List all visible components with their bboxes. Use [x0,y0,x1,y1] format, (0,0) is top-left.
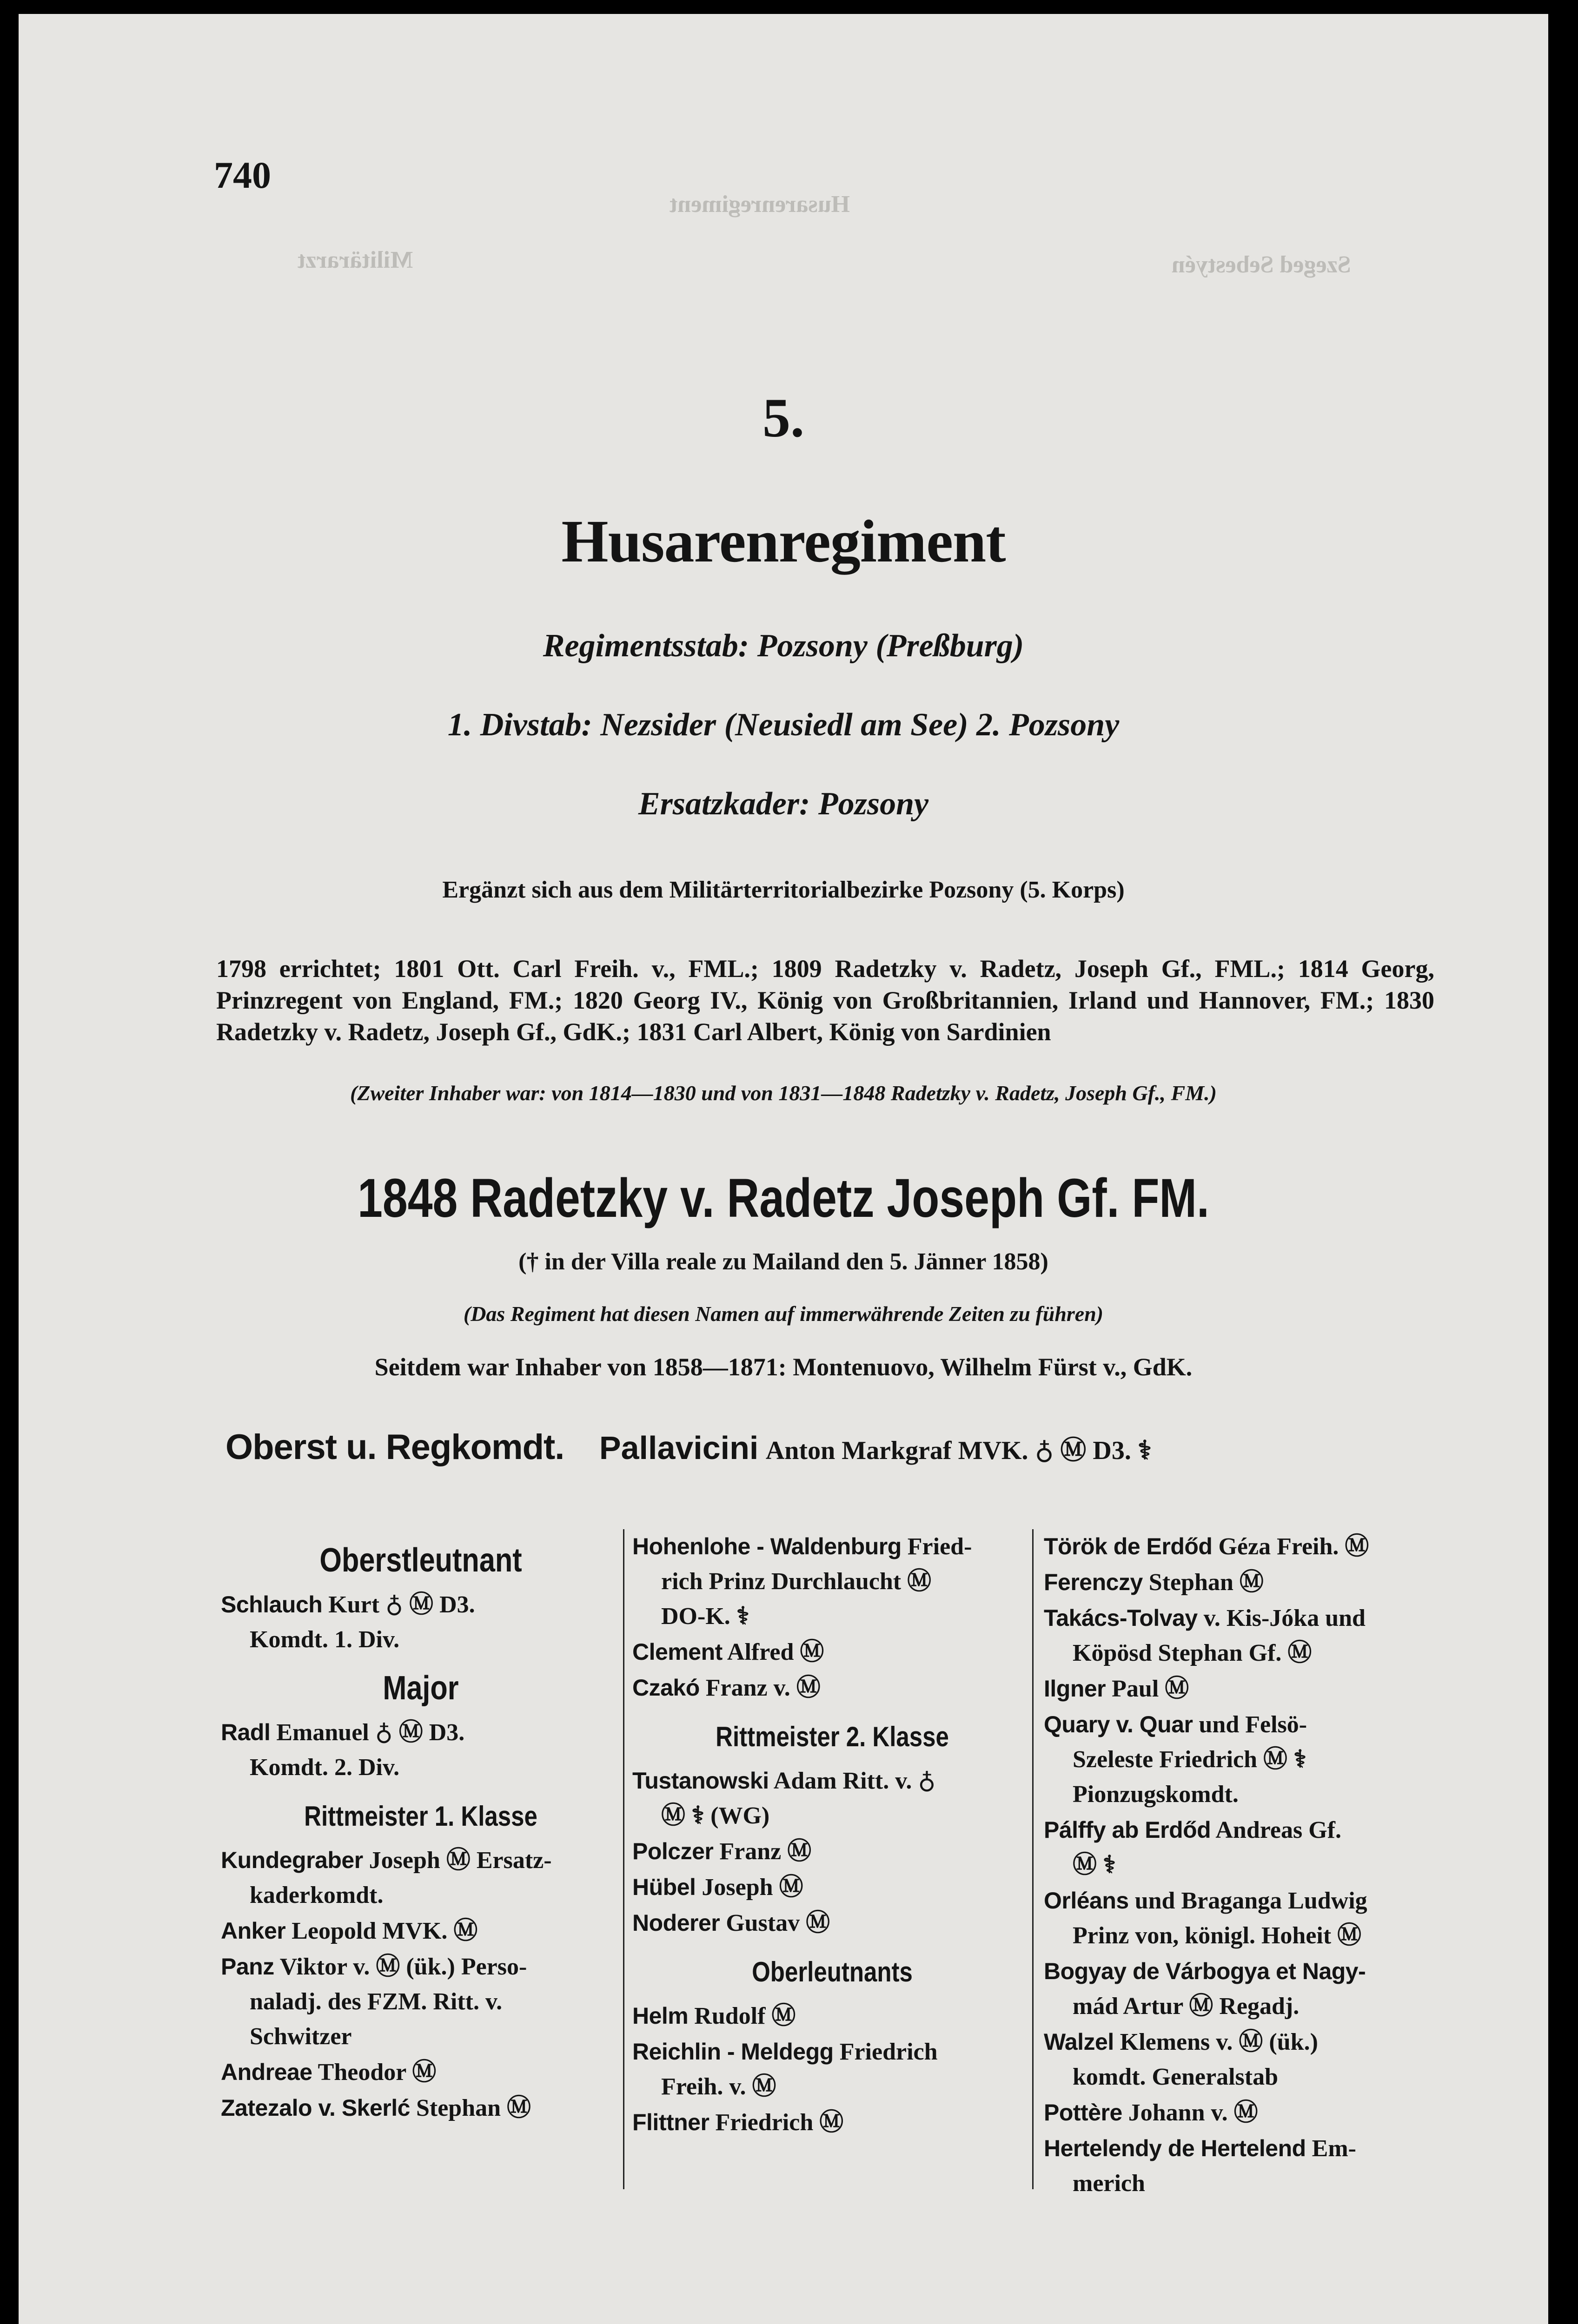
commander-label: Oberst u. Regkomdt. [225,1427,564,1467]
officer-details: Johann v. Ⓜ [1128,2100,1258,2126]
officer-name: Anker [221,1918,286,1944]
list-item [632,1635,1032,1670]
list-item [632,2034,1032,2104]
list-item [1044,1671,1444,1706]
list-item [221,2055,621,2090]
rank-heading: Rittmeister 1. Klasse [304,1801,537,1832]
officer-name: Zatezalo v. Skerlć [221,2095,410,2121]
list-item [632,1906,1032,1941]
officer-details: Viktor v. Ⓜ (ük.) Perso- [279,1954,527,1980]
list-item [1044,2025,1444,2094]
roster-column-1 [221,1529,621,2126]
death-note: († in der Villa reale zu Mailand den 5. Jänner 1858) [518,1248,1048,1275]
officer-name: Czakó [632,1675,700,1701]
rank-heading: Rittmeister 2. Klasse [716,1721,949,1752]
officer-details: und Felsö- [1199,1711,1307,1738]
list-item [1044,1813,1444,1882]
officer-name: Polczer [632,1838,714,1864]
list-item [221,1715,621,1785]
list-item [632,1670,1032,1705]
officer-details: Andreas Gf. [1215,1817,1341,1843]
list-item [1044,1707,1444,1812]
officer-name: Ilgner [1044,1676,1106,1702]
page-number: 740 [214,154,271,196]
officer-details: komdt. Generalstab [1073,2064,1278,2090]
officer-details: Joseph Ⓜ [702,1874,803,1901]
list-item [221,1843,621,1913]
list-item [221,1949,621,2054]
officer-details: DO-K. ⚕ [661,1603,749,1630]
list-item [1044,2095,1444,2130]
bleed-through-text: Szeged Sebestyén [1172,251,1351,278]
officer-name: Pálffy ab Erdőd [1044,1817,1211,1843]
division-staffs: 1. Divstab: Nezsider (Neusiedl am See) 2. Pozsony [447,707,1120,743]
officer-name: Orléans [1044,1888,1129,1914]
commander-details: Anton Markgraf MVK. ♁ Ⓜ D3. ⚕ [765,1436,1152,1465]
list-item [632,1529,1032,1634]
officer-name: Tustanowski [632,1768,769,1794]
list-item [1044,1529,1444,1564]
list-item [221,1587,621,1657]
column-divider [1032,1529,1034,2189]
recruitment-district: Ergänzt sich aus dem Militärterritorialbezirke Pozsony (5. Korps) [442,877,1125,903]
commander-line [225,1427,1481,1467]
officer-details: Komdt. 2. Div. [250,1754,400,1781]
bleed-through-text: Husarenregiment [670,191,850,218]
list-item [632,1834,1032,1869]
list-item [221,2091,621,2126]
list-item [1044,1883,1444,1953]
officer-details: Joseph Ⓜ Ersatz- [369,1847,552,1874]
officer-name: Helm [632,2003,689,2029]
officer-details: Friedrich Ⓜ [715,2109,844,2136]
list-item [632,1763,1032,1833]
officer-details: naladj. des FZM. Ritt. v. [250,1988,503,2015]
roster-column-3 [1044,1529,1444,2202]
officer-name: Radl [221,1719,271,1745]
section-number: 5. [762,387,804,449]
officer-details: mád Artur Ⓜ Regadj. [1073,1993,1300,2020]
officer-name: Andreae [221,2059,312,2085]
rank-heading: Major [383,1670,459,1707]
officer-name: Hübel [632,1874,696,1900]
bleed-through-text: Militärarzt [298,247,413,273]
regiment-staff: Regimentsstab: Pozsony (Preßburg) [543,628,1024,664]
officer-name: Flittner [632,2109,709,2135]
officer-name: Walzel [1044,2029,1114,2055]
officer-details: merich [1073,2170,1145,2197]
officer-name: Hohenlohe - Waldenburg [632,1533,902,1559]
officer-details: Pionzugskomdt. [1073,1781,1239,1808]
list-item [1044,1601,1444,1670]
officer-name: Panz [221,1954,274,1980]
officer-details: Stephan Ⓜ [1148,1569,1264,1596]
officer-details: Adam Ritt. v. ♁ [773,1768,936,1794]
roster-column-2 [632,1529,1032,2141]
officer-details: und Braganga Ludwig [1134,1888,1367,1914]
officer-details: Emanuel ♁ Ⓜ D3. [276,1719,465,1746]
officer-details: Köpösd Stephan Gf. Ⓜ [1073,1640,1312,1666]
officer-name: Takács-Tolvay [1044,1605,1198,1631]
officer-name: Kundegraber [221,1847,363,1873]
list-item [632,1870,1032,1905]
list-item [1044,2131,1444,2201]
officer-details: Theodor Ⓜ [318,2059,437,2086]
officer-details: Em- [1312,2135,1356,2162]
commander-name: Pallavicini [599,1430,759,1466]
book-page [19,14,1548,2324]
ersatzkader: Ersatzkader: Pozsony [638,786,929,822]
officer-name: Török de Erdőd [1044,1533,1213,1559]
officer-details: kaderkomdt. [250,1882,384,1908]
page-title: Husarenregiment [561,508,1006,575]
regiment-patron: 1848 Radetzky v. Radetz Joseph Gf. FM. [358,1168,1209,1229]
officer-name: Reichlin - Meldegg [632,2039,834,2065]
since-owner: Seitdem war Inhaber von 1858—1871: Montenuovo, Wilhelm Fürst v., GdK. [374,1353,1193,1381]
list-item [632,1999,1032,2034]
officer-details: Gustav Ⓜ [726,1910,830,1936]
officer-details: Alfred Ⓜ [727,1639,824,1665]
officer-details: v. Kis-Jóka und [1203,1605,1366,1631]
officer-details: Fried- [907,1533,972,1560]
officer-details: Ⓜ ⚕ [1073,1852,1116,1878]
officer-details: Schwitzer [250,2023,352,2050]
officer-name: Ferenczy [1044,1569,1143,1595]
officer-name: Quary v. Quar [1044,1711,1193,1737]
officer-name: Noderer [632,1910,720,1936]
officer-name: Hertelendy de Hertelend [1044,2135,1306,2161]
officer-details: Prinz von, königl. Hoheit Ⓜ [1073,1922,1362,1949]
officer-name: Pottère [1044,2100,1122,2126]
list-item [1044,1954,1444,2024]
officer-name: Schlauch [221,1591,323,1618]
officer-details: Franz v. Ⓜ [705,1675,821,1701]
list-item [221,1914,621,1948]
officer-details: Franz Ⓜ [719,1838,812,1865]
officer-details: Szeleste Friedrich Ⓜ ⚕ [1073,1746,1307,1773]
officer-details: Paul Ⓜ [1112,1676,1189,1702]
officer-details: Rudolf Ⓜ [694,2003,796,2029]
second-owner-note: (Zweiter Inhaber war: von 1814—1830 und von 1831—1848 Radetzky v. Radetz, Joseph Gf., FM.) [350,1081,1217,1105]
column-divider [623,1529,624,2189]
officer-details: rich Prinz Durchlaucht Ⓜ [661,1568,932,1595]
regiment-name-note: (Das Regiment hat diesen Namen auf immerwährende Zeiten zu führen) [463,1302,1104,1326]
officer-details: Klemens v. Ⓜ (ük.) [1120,2029,1318,2055]
officer-details: Komdt. 1. Div. [250,1626,400,1653]
officer-details: Stephan Ⓜ [416,2095,531,2121]
rank-heading: Oberstleutnant [319,1542,522,1579]
list-item [632,2105,1032,2140]
officer-name: Clement [632,1639,723,1665]
officer-details: Kurt ♁ Ⓜ D3. [328,1591,475,1618]
rank-heading: Oberleutnants [752,1956,913,1987]
officer-details: Géza Freih. Ⓜ [1218,1533,1369,1560]
list-item [1044,1565,1444,1600]
officer-details: Friedrich [839,2039,938,2065]
regiment-history: 1798 errichtet; 1801 Ott. Carl Freih. v., FML.; 1809 Radetzky v. Radetz, Joseph Gf., FML.; 1814 Georg, Prinzregent von England, FM.; 1820 Georg IV., König von Großbritannien, Irland und Hannover, FM.; 1830 Radetzky v. Radetz, Joseph Gf., GdK.; 1831 Carl Albert, König von Sardinien [216,955,1434,1046]
officer-name: Bogyay de Várbogya et Nagy- [1044,1958,1366,1984]
officer-details: Leopold MVK. Ⓜ [292,1918,478,1944]
officer-details: Freih. v. Ⓜ [661,2073,776,2100]
officer-details: Ⓜ ⚕ (WG) [661,1802,770,1829]
